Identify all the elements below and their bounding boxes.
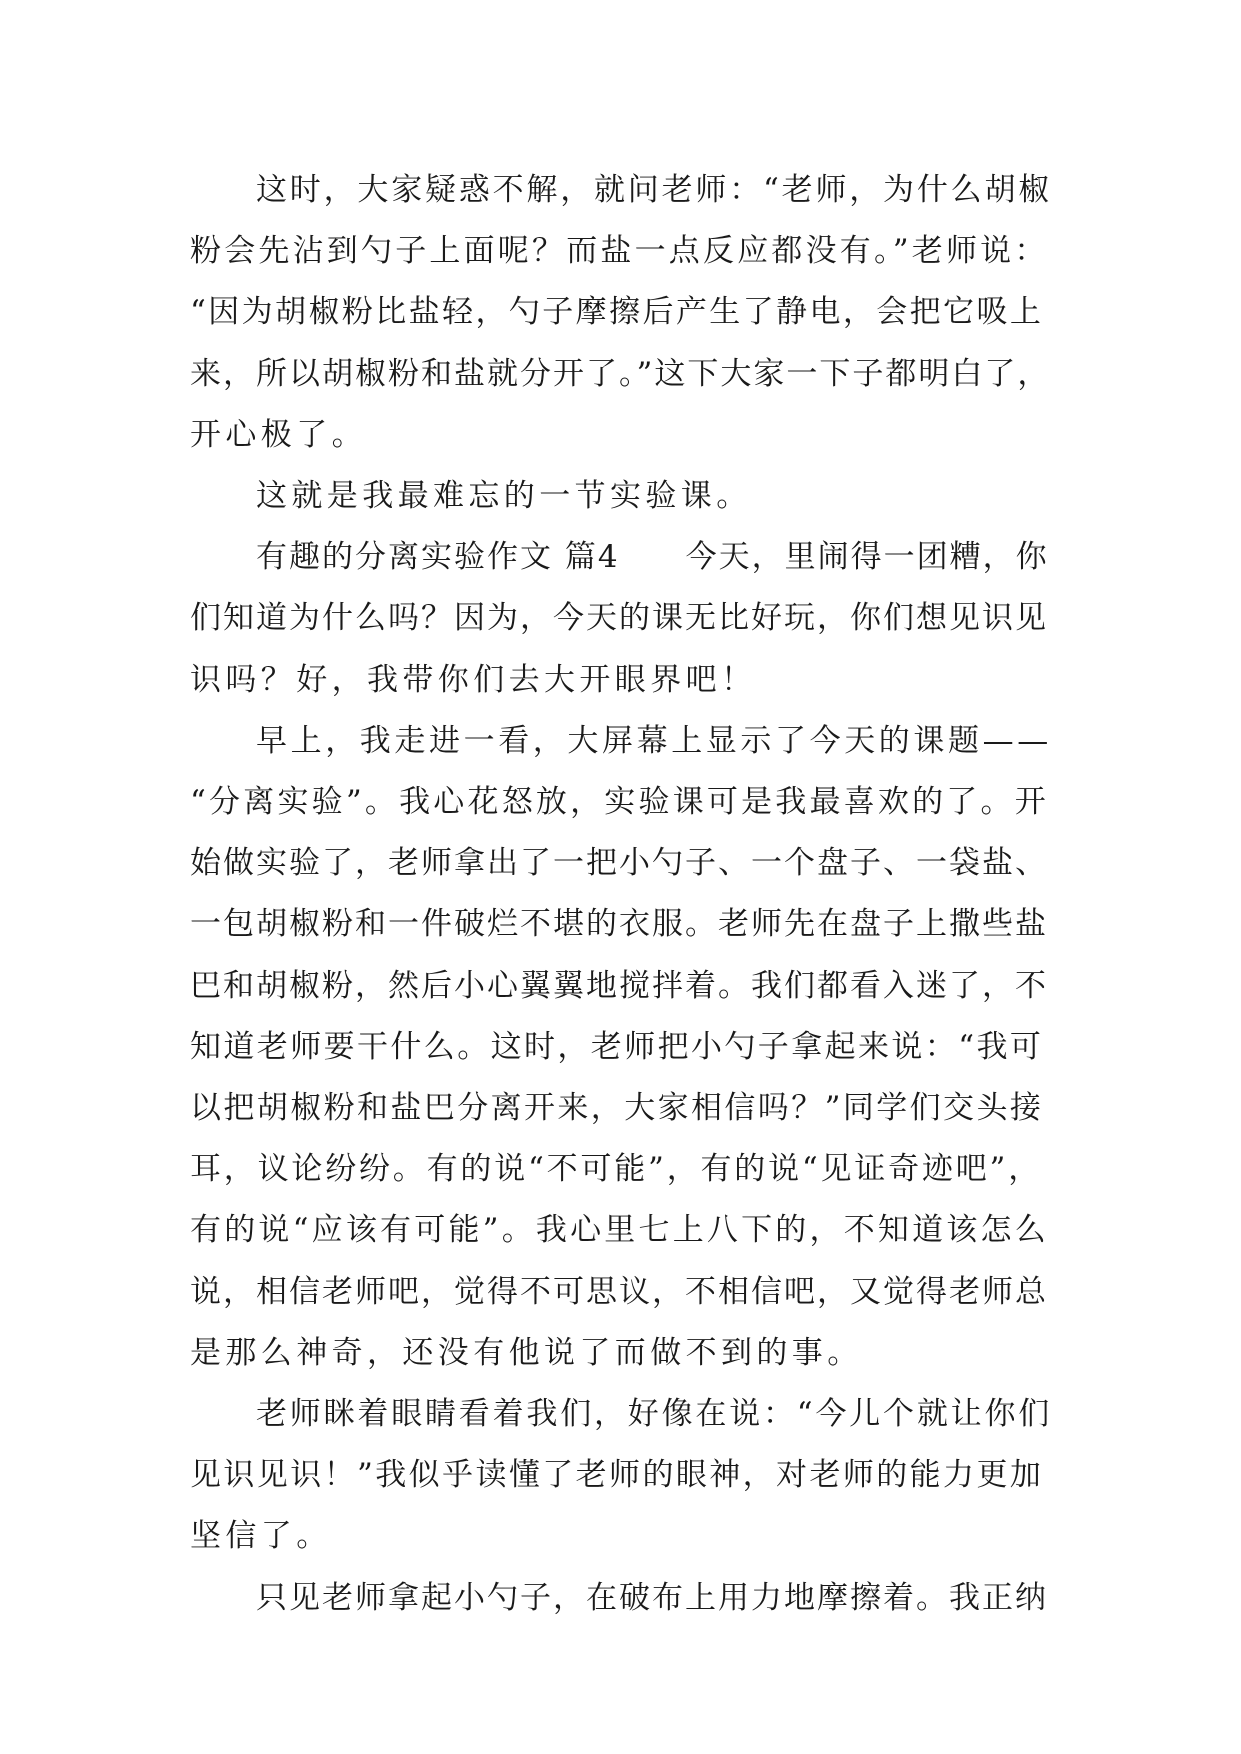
- text-line: 有趣的分离实验作文 篇4 今天，里闹得一团糟，你: [256, 539, 1049, 576]
- text-line: 老师眯着眼睛看着我们，好像在说：“今儿个就让你们: [256, 1396, 1053, 1433]
- text-line: 来，所以胡椒粉和盐就分开了。”这下大家一下子都明白了，: [190, 355, 1051, 392]
- text-line: 巴和胡椒粉，然后小心翼翼地搅拌着。我们都看入迷了，不: [190, 967, 1048, 1004]
- text-line: 耳，议论纷纷。有的说“不可能”，有的说“见证奇迹吧”，: [190, 1151, 1042, 1188]
- text-line: 说，相信老师吧，觉得不可思议，不相信吧，又觉得老师总: [190, 1273, 1048, 1310]
- text-line: 以把胡椒粉和盐巴分离开来，大家相信吗？”同学们交头接: [190, 1090, 1044, 1127]
- text-line: 开心极了。: [190, 416, 367, 453]
- text-line: 见识见识！”我似乎读懂了老师的眼神，对老师的能力更加: [190, 1457, 1044, 1494]
- text-line: 粉会先沾到勺子上面呢？而盐一点反应都没有。”老师说：: [190, 233, 1049, 270]
- text-line: 早上，我走进一看，大屏幕上显示了今天的课题——: [256, 722, 1052, 759]
- text-line: 识吗？好，我带你们去大开眼界吧！: [190, 661, 757, 698]
- text-line: 是那么神奇，还没有他说了而做不到的事。: [190, 1334, 863, 1371]
- text-line: 这就是我最难忘的一节实验课。: [256, 478, 752, 515]
- text-line: 们知道为什么吗？因为，今天的课无比好玩，你们想见识见: [190, 600, 1048, 637]
- text-line: 始做实验了，老师拿出了一把小勺子、一个盘子、一袋盐、: [190, 845, 1048, 882]
- text-line: “分离实验”。我心花怒放，实验课可是我最喜欢的了。开: [190, 784, 1049, 821]
- text-line: 一包胡椒粉和一件破烂不堪的衣服。老师先在盘子上撒些盐: [190, 906, 1048, 943]
- text-line: 知道老师要干什么。这时，老师把小勺子拿起来说：“我可: [190, 1028, 1044, 1065]
- text-line: 有的说“应该有可能”。我心里七上八下的，不知道该怎么: [190, 1212, 1049, 1249]
- document-body: [190, 160, 1052, 1629]
- text-line: “因为胡椒粉比盐轻，勺子摩擦后产生了静电，会把它吸上: [190, 294, 1044, 331]
- text-line: 坚信了。: [190, 1518, 332, 1555]
- text-line: 这时，大家疑惑不解，就问老师：“老师，为什么胡椒: [256, 172, 1053, 208]
- text-line: 只见老师拿起小勺子，在破布上用力地摩擦着。我正纳: [256, 1579, 1048, 1616]
